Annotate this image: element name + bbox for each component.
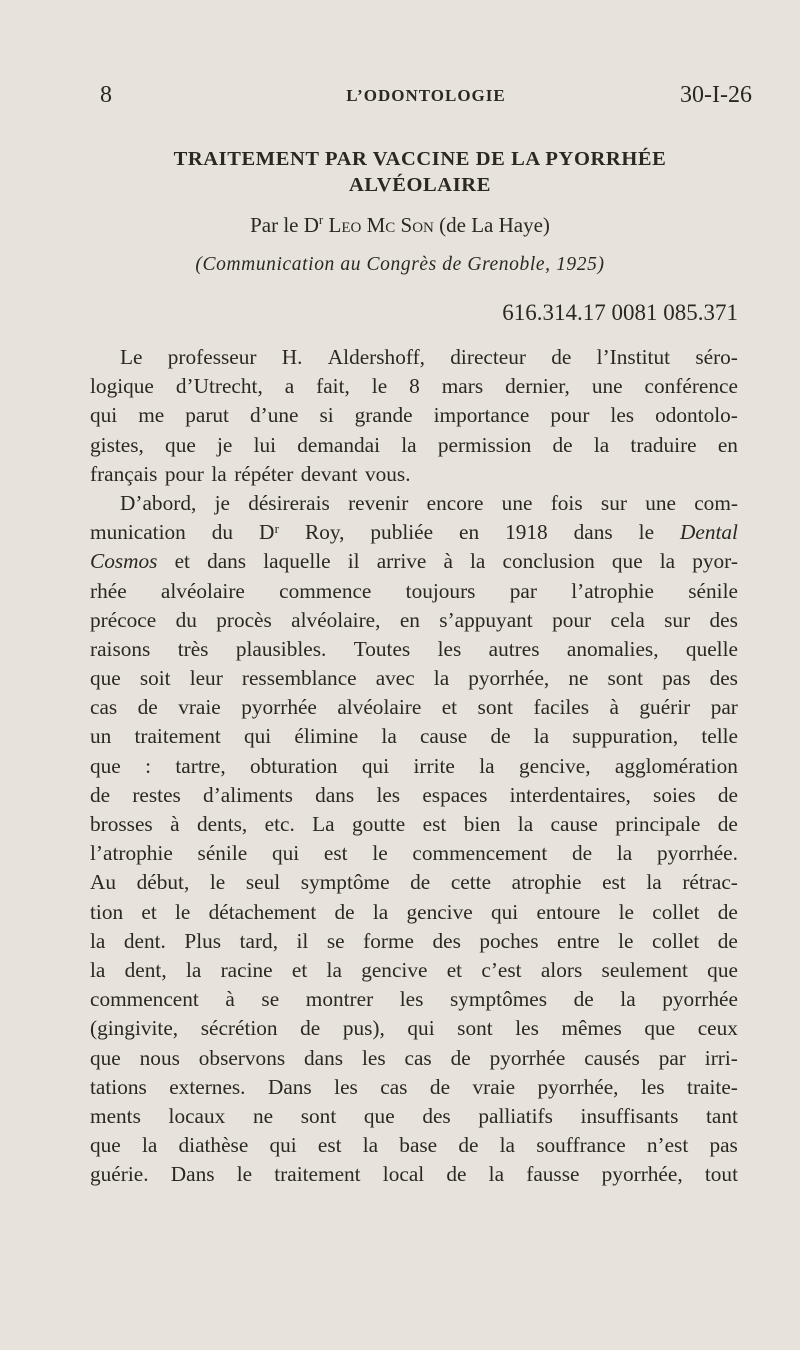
author-name: Leo Mc Son [328, 213, 434, 237]
body-line: qui me parut d’une si grande importance pour les odontolo- [90, 403, 738, 428]
body-line: brosses à dents, etc. La goutte est bien la cause principale de [90, 812, 738, 836]
article-body [90, 343, 738, 1189]
body-line: Cosmos et dans laquelle il arrive à la conclusion que la pyor- [90, 549, 738, 574]
body-line: munication du Dʳ Roy, publiée en 1918 dans le Dental [90, 520, 738, 545]
body-line: que soit leur ressemblance avec la pyorrhée, ne sont pas des [90, 666, 738, 691]
body-line: ments locaux ne sont que des palliatifs insuffisants tant [90, 1103, 738, 1128]
body-line: que : tartre, obturation qui irrite la gencive, agglomération [90, 753, 738, 778]
body-line: commencent à se montrer les symptômes de la pyorrhée [90, 987, 738, 1012]
byline-prefix: Par le D [250, 213, 319, 237]
byline [0, 212, 800, 238]
body-line: tion et le détachement de la gencive qui entoure le collet de [90, 899, 738, 924]
body-line: (gingivite, sécrétion de pus), qui sont les mêmes que ceux [90, 1016, 738, 1041]
body-line: français pour la répéter devant vous. [90, 461, 411, 486]
body-line: tations externes. Dans les cas de vraie pyorrhée, les traite- [90, 1074, 738, 1099]
body-line: Au début, le seul symptôme de cette atrophie est la rétrac- [90, 870, 738, 895]
body-line: gistes, que je lui demandai la permission de la traduire en [90, 432, 738, 457]
body-line: que la diathèse qui est la base de la souffrance n’est pas [90, 1133, 738, 1158]
body-line: que nous observons dans les cas de pyorrhée causés par irri- [90, 1045, 738, 1070]
body-line: raisons très plausibles. Toutes les autres anomalies, quelle [90, 636, 738, 661]
body-line: D’abord, je désirerais revenir encore une fois sur une com- [120, 490, 738, 515]
issue-date: 30-I-26 [680, 82, 752, 108]
journal-title: L’ODONTOLOGIE [346, 86, 506, 105]
body-line: de restes d’aliments dans les espaces interdentaires, soies de [90, 782, 738, 807]
article-title [60, 146, 780, 198]
body-line: la dent, la racine et la gencive et c’est alors seulement que [90, 957, 738, 982]
body-line: la dent. Plus tard, il se forme des poches entre le collet de [90, 928, 738, 953]
body-line: un traitement qui élimine la cause de la suppuration, telle [90, 724, 738, 749]
byline-sup: r [318, 212, 324, 227]
body-line: guérie. Dans le traitement local de la fausse pyorrhée, tout [90, 1162, 738, 1187]
body-line: logique d’Utrecht, a fait, le 8 mars dernier, une conférence [90, 374, 738, 399]
body-line: Le professeur H. Aldershoff, directeur de l’Institut séro- [120, 345, 738, 369]
communication-note: (Communication au Congrès de Grenoble, 1925) [195, 254, 605, 275]
body-line: cas de vraie pyorrhée alvéolaire et sont faciles à guérir par [90, 695, 738, 720]
classification-number: 616.314.17 0081 085.371 [502, 300, 738, 325]
page-number: 8 [100, 82, 112, 108]
article-title-line-2: ALVÉOLAIRE [349, 174, 491, 196]
author-origin: (de La Haye) [439, 213, 550, 237]
body-line: l’atrophie sénile qui est le commencement de la pyorrhée. [90, 841, 738, 866]
body-line: précoce du procès alvéolaire, en s’appuyant pour cela sur des [90, 607, 738, 632]
article-title-line-1: TRAITEMENT PAR VACCINE DE LA PYORRHÉE [173, 148, 667, 170]
body-line: rhée alvéolaire commence toujours par l’atrophie sénile [90, 578, 738, 603]
running-header [100, 82, 752, 112]
